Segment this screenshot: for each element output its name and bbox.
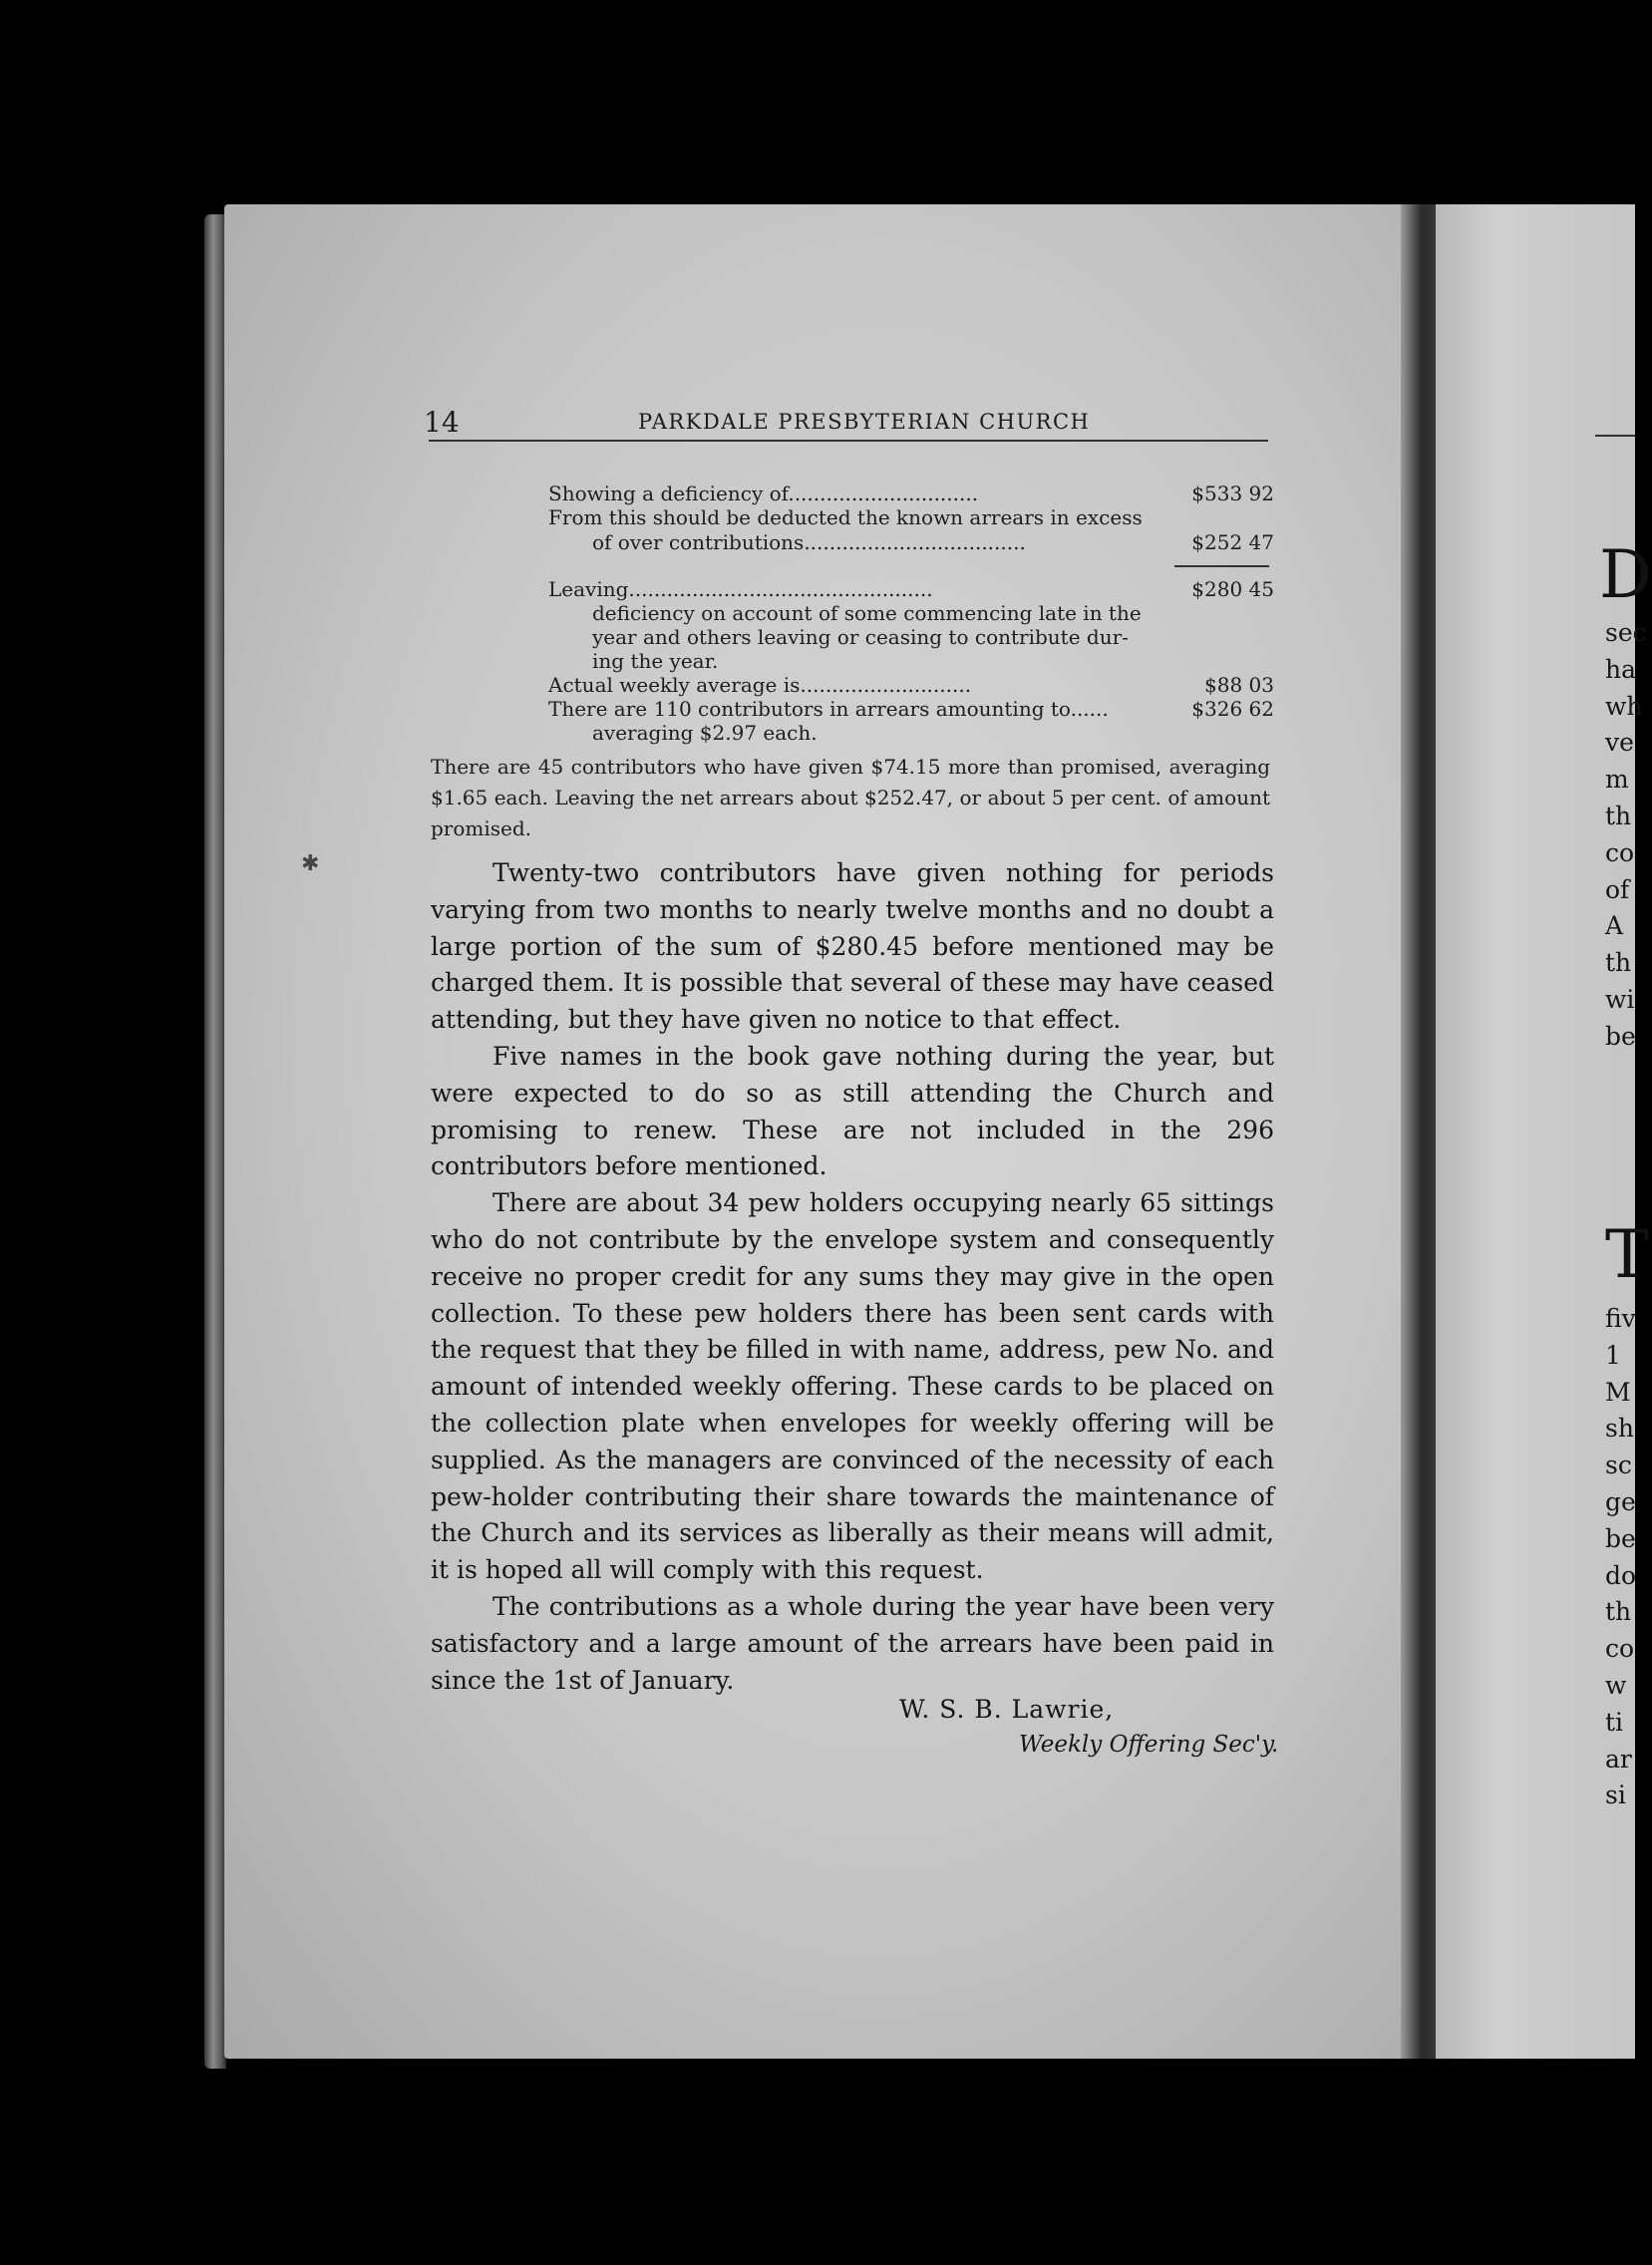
- right-page-fragment: ti: [1605, 1707, 1624, 1737]
- running-head: PARKDALE PRESBYTERIAN CHURCH: [638, 410, 1091, 434]
- signature-title: Weekly Offering Sec'y.: [1019, 1732, 1279, 1758]
- row-label: Actual weekly average is...........................: [548, 673, 972, 697]
- right-page-fragment: 1: [1605, 1340, 1621, 1370]
- right-page-fragment: th: [1605, 948, 1632, 978]
- paragraph: The contributions as a whole during the year have been very satisfactory and a large amount of the arrears have been paid in since the 1st of January.: [431, 1591, 1274, 1695]
- right-page-fragment: be: [1605, 1021, 1636, 1051]
- row-label: From this should be deducted the known arrears in excess: [548, 505, 1143, 529]
- signature-name: W. S. B. Lawrie,: [899, 1695, 1115, 1724]
- paragraph: There are about 34 pew holders occupying nearly 65 sittings who do not contribute by the envelope system and consequently receive no proper credit for any sums they may give in the open collection. To these pew holders there has been sent cards with the request that they be filled in with name, address, pew No. and amount of intended weekly offering. These cards to be placed on the collection plate when envelopes for weekly offering will be supplied. As the managers are convinced of the necessity of each pew-holder contributing their share towards the maintenance of the Church and its services as liberally as their means will admit, it is hoped all will comply with this request.: [431, 1188, 1274, 1585]
- page-number: 14: [424, 406, 460, 439]
- row-amount: $280 45: [1191, 577, 1274, 601]
- right-page-fragment: sc: [1605, 1451, 1632, 1480]
- header-rule: [429, 440, 1268, 442]
- right-page-fragment: m: [1605, 765, 1629, 795]
- right-page-fragment: th: [1605, 1597, 1632, 1627]
- row-label: ing the year.: [592, 649, 719, 673]
- right-page-fragment: sec: [1605, 618, 1647, 647]
- row-amount: $533 92: [1191, 482, 1274, 505]
- right-page-rule: [1595, 435, 1635, 437]
- page-header: [424, 404, 1269, 444]
- statement-row: [548, 506, 1274, 532]
- row-amount: $252 47: [1191, 530, 1274, 554]
- drop-cap: D: [1599, 536, 1652, 613]
- paragraph: Twenty-two contributors have given nothing for periods varying from two months to nearly twelve months and no doubt a large portion of the sum of $280.45 before mentioned may be charged them. It is possible that several of these may have ceased attending, but they have given no notice to that effect.: [431, 858, 1274, 1035]
- right-page-fragment: ge: [1605, 1487, 1636, 1516]
- paragraph: Five names in the book gave nothing during the year, but were expected to do so as still attending the Church and promising to renew. These are not included in the 296 contributors before mentioned.: [431, 1041, 1274, 1181]
- right-page-fragment: A: [1605, 911, 1624, 941]
- right-page-fragment: sh: [1605, 1414, 1634, 1444]
- drop-cap: T: [1605, 1216, 1650, 1293]
- statement-row: [548, 722, 1274, 748]
- right-page-fragment: M: [1605, 1377, 1631, 1407]
- row-label: There are 110 contributors in arrears amounting to......: [548, 697, 1109, 721]
- right-page-fragment: si: [1605, 1780, 1626, 1810]
- right-page-fragment: ve: [1605, 728, 1634, 758]
- right-page-fragment: wh: [1605, 691, 1643, 721]
- right-page-fragment: co: [1605, 1634, 1635, 1664]
- book-spine-edge: [204, 214, 226, 2069]
- row-label: deficiency on account of some commencing late in the: [592, 601, 1142, 625]
- arrears-note: There are 45 contributors who have given $74.15 more than promised, averaging $1.65 each. Leaving the net arrears about $252.47, or about 5 per cent. of amount promised.: [431, 755, 1270, 840]
- row-label: year and others leaving or ceasing to contribute dur-: [592, 625, 1129, 649]
- row-label: Leaving................................................: [548, 577, 933, 601]
- right-page-fragment: th: [1605, 802, 1632, 830]
- row-amount: $326 62: [1191, 697, 1274, 721]
- right-page-fragment: fiv: [1605, 1304, 1636, 1333]
- row-amount: $88 03: [1204, 673, 1274, 697]
- sum-rule: [1174, 565, 1269, 567]
- right-page-fragment: do: [1605, 1560, 1637, 1590]
- body-text: [431, 855, 1274, 1699]
- right-page-fragment: wi: [1605, 985, 1635, 1014]
- row-label: Showing a deficiency of..............................: [548, 482, 979, 505]
- book-gutter: [1401, 204, 1439, 2059]
- right-page-fragment: co: [1605, 837, 1635, 867]
- row-label: of over contributions...................................: [592, 530, 1026, 554]
- right-page-fragment: ar: [1605, 1744, 1632, 1774]
- ink-smudge: ✱: [301, 851, 320, 876]
- row-label: averaging $2.97 each.: [592, 721, 818, 745]
- right-page-fragment: of: [1605, 874, 1630, 904]
- right-page-fragment: ha: [1605, 654, 1637, 684]
- right-page-fragment: be: [1605, 1523, 1636, 1553]
- statement-row: [548, 531, 1274, 557]
- right-page-fragment: w: [1605, 1671, 1627, 1700]
